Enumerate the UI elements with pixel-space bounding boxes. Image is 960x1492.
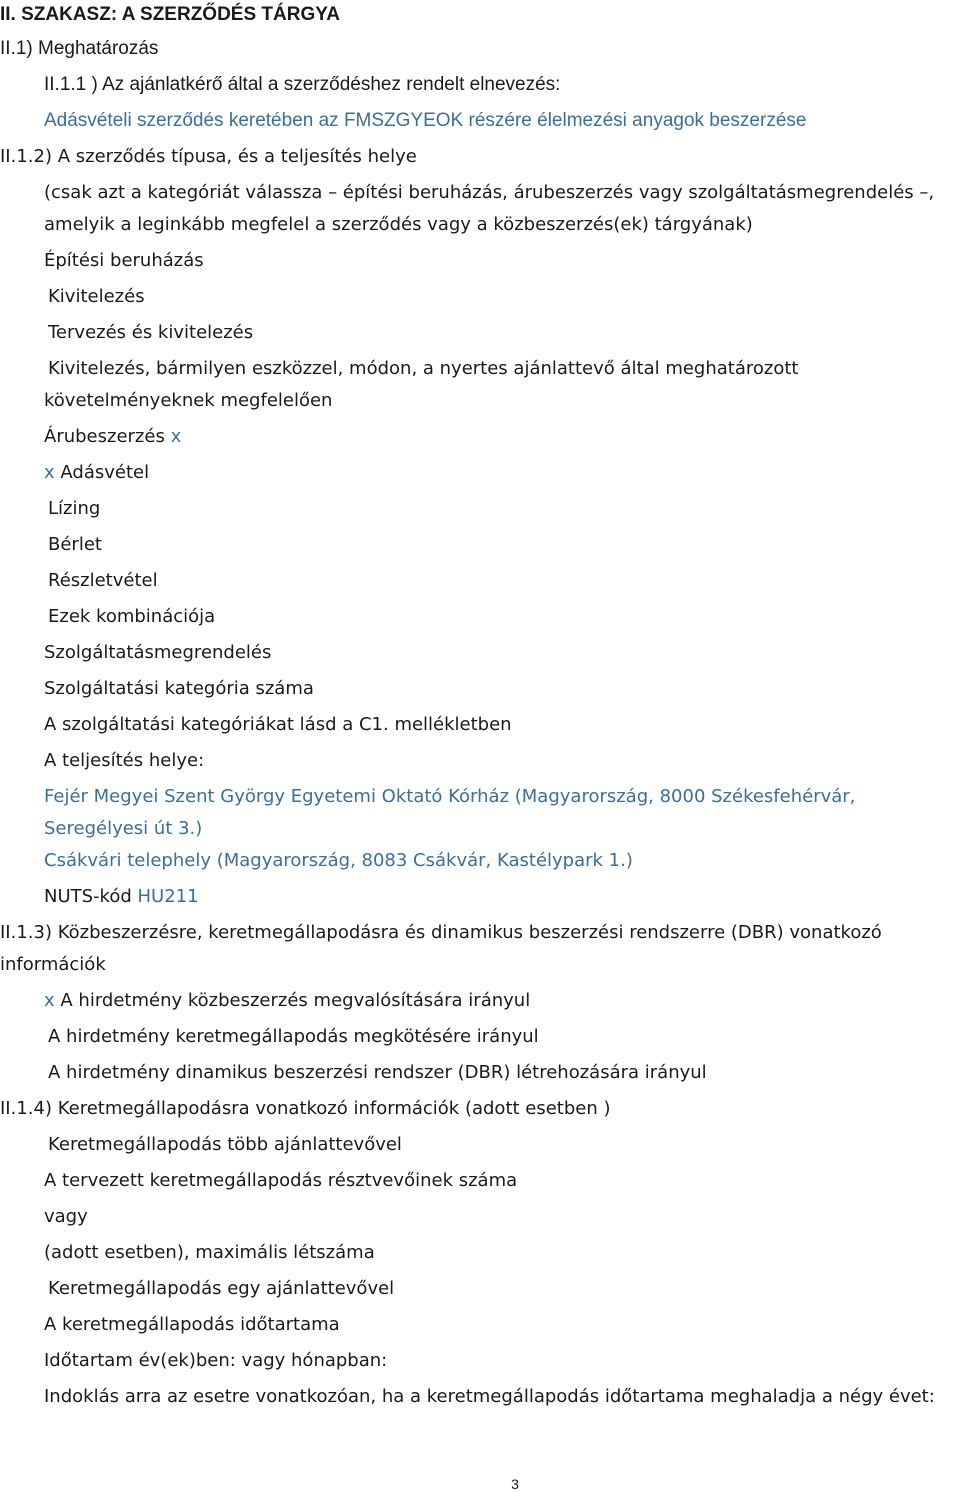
place-label: A teljesítés helye: bbox=[44, 750, 205, 771]
heading-procurement-info-line2: információk bbox=[0, 954, 106, 975]
supplies-option-leasing: Lízing bbox=[48, 498, 101, 519]
supplies-option-combination: Ezek kombinációja bbox=[48, 606, 216, 627]
procurement-option-dps: A hirdetmény dinamikus beszerzési rendszer (DBR) létrehozására irányul bbox=[48, 1062, 707, 1083]
category-supplies-label: Árubeszerzés bbox=[44, 426, 165, 447]
works-option-execution: Kivitelezés bbox=[48, 286, 145, 307]
framework-planned-participants: A tervezett keretmegállapodás résztvevőinek száma bbox=[44, 1170, 518, 1191]
procurement-option-public bbox=[44, 990, 530, 1012]
supplies-selected-mark: x bbox=[170, 426, 182, 447]
supplies-option-rental: Bérlet bbox=[48, 534, 102, 555]
purchase-selected-mark: x bbox=[44, 462, 55, 483]
services-category-note: A szolgáltatási kategóriákat lásd a C1. mellékletben bbox=[44, 714, 512, 735]
framework-multi: Keretmegállapodás több ajánlattevővel bbox=[48, 1134, 402, 1155]
page-number: 3 bbox=[511, 1476, 519, 1492]
section-title: II. SZAKASZ: A SZERZŐDÉS TÁRGYA bbox=[0, 4, 340, 25]
supplies-option-hire-purchase: Részletvétel bbox=[48, 570, 158, 591]
procurement-option-framework: A hirdetmény keretmegállapodás megkötésére irányul bbox=[48, 1026, 539, 1047]
contract-name-value: Adásvételi szerződés keretében az FMSZGYEOK részére élelmezési anyagok beszerzése bbox=[44, 110, 807, 131]
public-label: A hirdetmény közbeszerzés megvalósítására irányul bbox=[60, 990, 531, 1011]
purchase-label: Adásvétel bbox=[60, 462, 150, 483]
category-services: Szolgáltatásmegrendelés bbox=[44, 642, 272, 663]
public-selected-mark: x bbox=[44, 990, 55, 1011]
works-option-requirements-line1: Kivitelezés, bármilyen eszközzel, módon, a nyertes ajánlattevő által meghatározott bbox=[48, 358, 799, 379]
category-supplies bbox=[44, 426, 181, 448]
nuts-value: HU211 bbox=[137, 886, 199, 907]
place-1-line1: Fejér Megyei Szent György Egyetemi Oktató Kórház (Magyarország, 8000 Székesfehérvár, bbox=[44, 786, 856, 807]
framework-justification: Indoklás arra az esetre vonatkozóan, ha a keretmegállapodás időtartama meghaladja a négy évet: bbox=[44, 1386, 935, 1407]
nuts-label: NUTS-kód bbox=[44, 886, 132, 907]
services-category-number: Szolgáltatási kategória száma bbox=[44, 678, 314, 699]
works-option-requirements-line2: követelményeknek megfelelően bbox=[44, 390, 333, 411]
framework-duration-value: Időtartam év(ek)ben: vagy hónapban: bbox=[44, 1350, 388, 1371]
works-option-design-execution: Tervezés és kivitelezés bbox=[48, 322, 254, 343]
heading-contract-type: II.1.2) A szerződés típusa, és a teljesítés helye bbox=[0, 146, 417, 167]
heading-contract-name: II.1.1 ) Az ajánlatkérő által a szerződéshez rendelt elnevezés: bbox=[44, 74, 561, 95]
heading-procurement-info-line1: II.1.3) Közbeszerzésre, keretmegállapodásra és dinamikus beszerzési rendszerre (DBR) vonatkozó bbox=[0, 922, 882, 943]
framework-or: vagy bbox=[44, 1206, 88, 1227]
framework-single: Keretmegállapodás egy ajánlattevővel bbox=[48, 1278, 395, 1299]
type-note-line2: amelyik a leginkább megfelel a szerződés vagy a közbeszerzés(ek) tárgyának) bbox=[44, 214, 753, 235]
type-note-line1: (csak azt a kategóriát válassza – építési beruházás, árubeszerzés vagy szolgáltatásmegrendelés –, bbox=[44, 182, 935, 203]
heading-definition: II.1) Meghatározás bbox=[0, 38, 159, 59]
framework-max-participants: (adott esetben), maximális létszáma bbox=[44, 1242, 375, 1263]
place-2: Csákvári telephely (Magyarország, 8083 Csákvár, Kastélypark 1.) bbox=[44, 850, 633, 871]
supplies-option-purchase bbox=[44, 462, 149, 484]
nuts-code bbox=[44, 886, 199, 908]
category-works: Építési beruházás bbox=[44, 250, 204, 271]
framework-duration: A keretmegállapodás időtartama bbox=[44, 1314, 340, 1335]
heading-framework-info: II.1.4) Keretmegállapodásra vonatkozó információk (adott esetben ) bbox=[0, 1098, 611, 1119]
place-1-line2: Seregélyesi út 3.) bbox=[44, 818, 203, 839]
